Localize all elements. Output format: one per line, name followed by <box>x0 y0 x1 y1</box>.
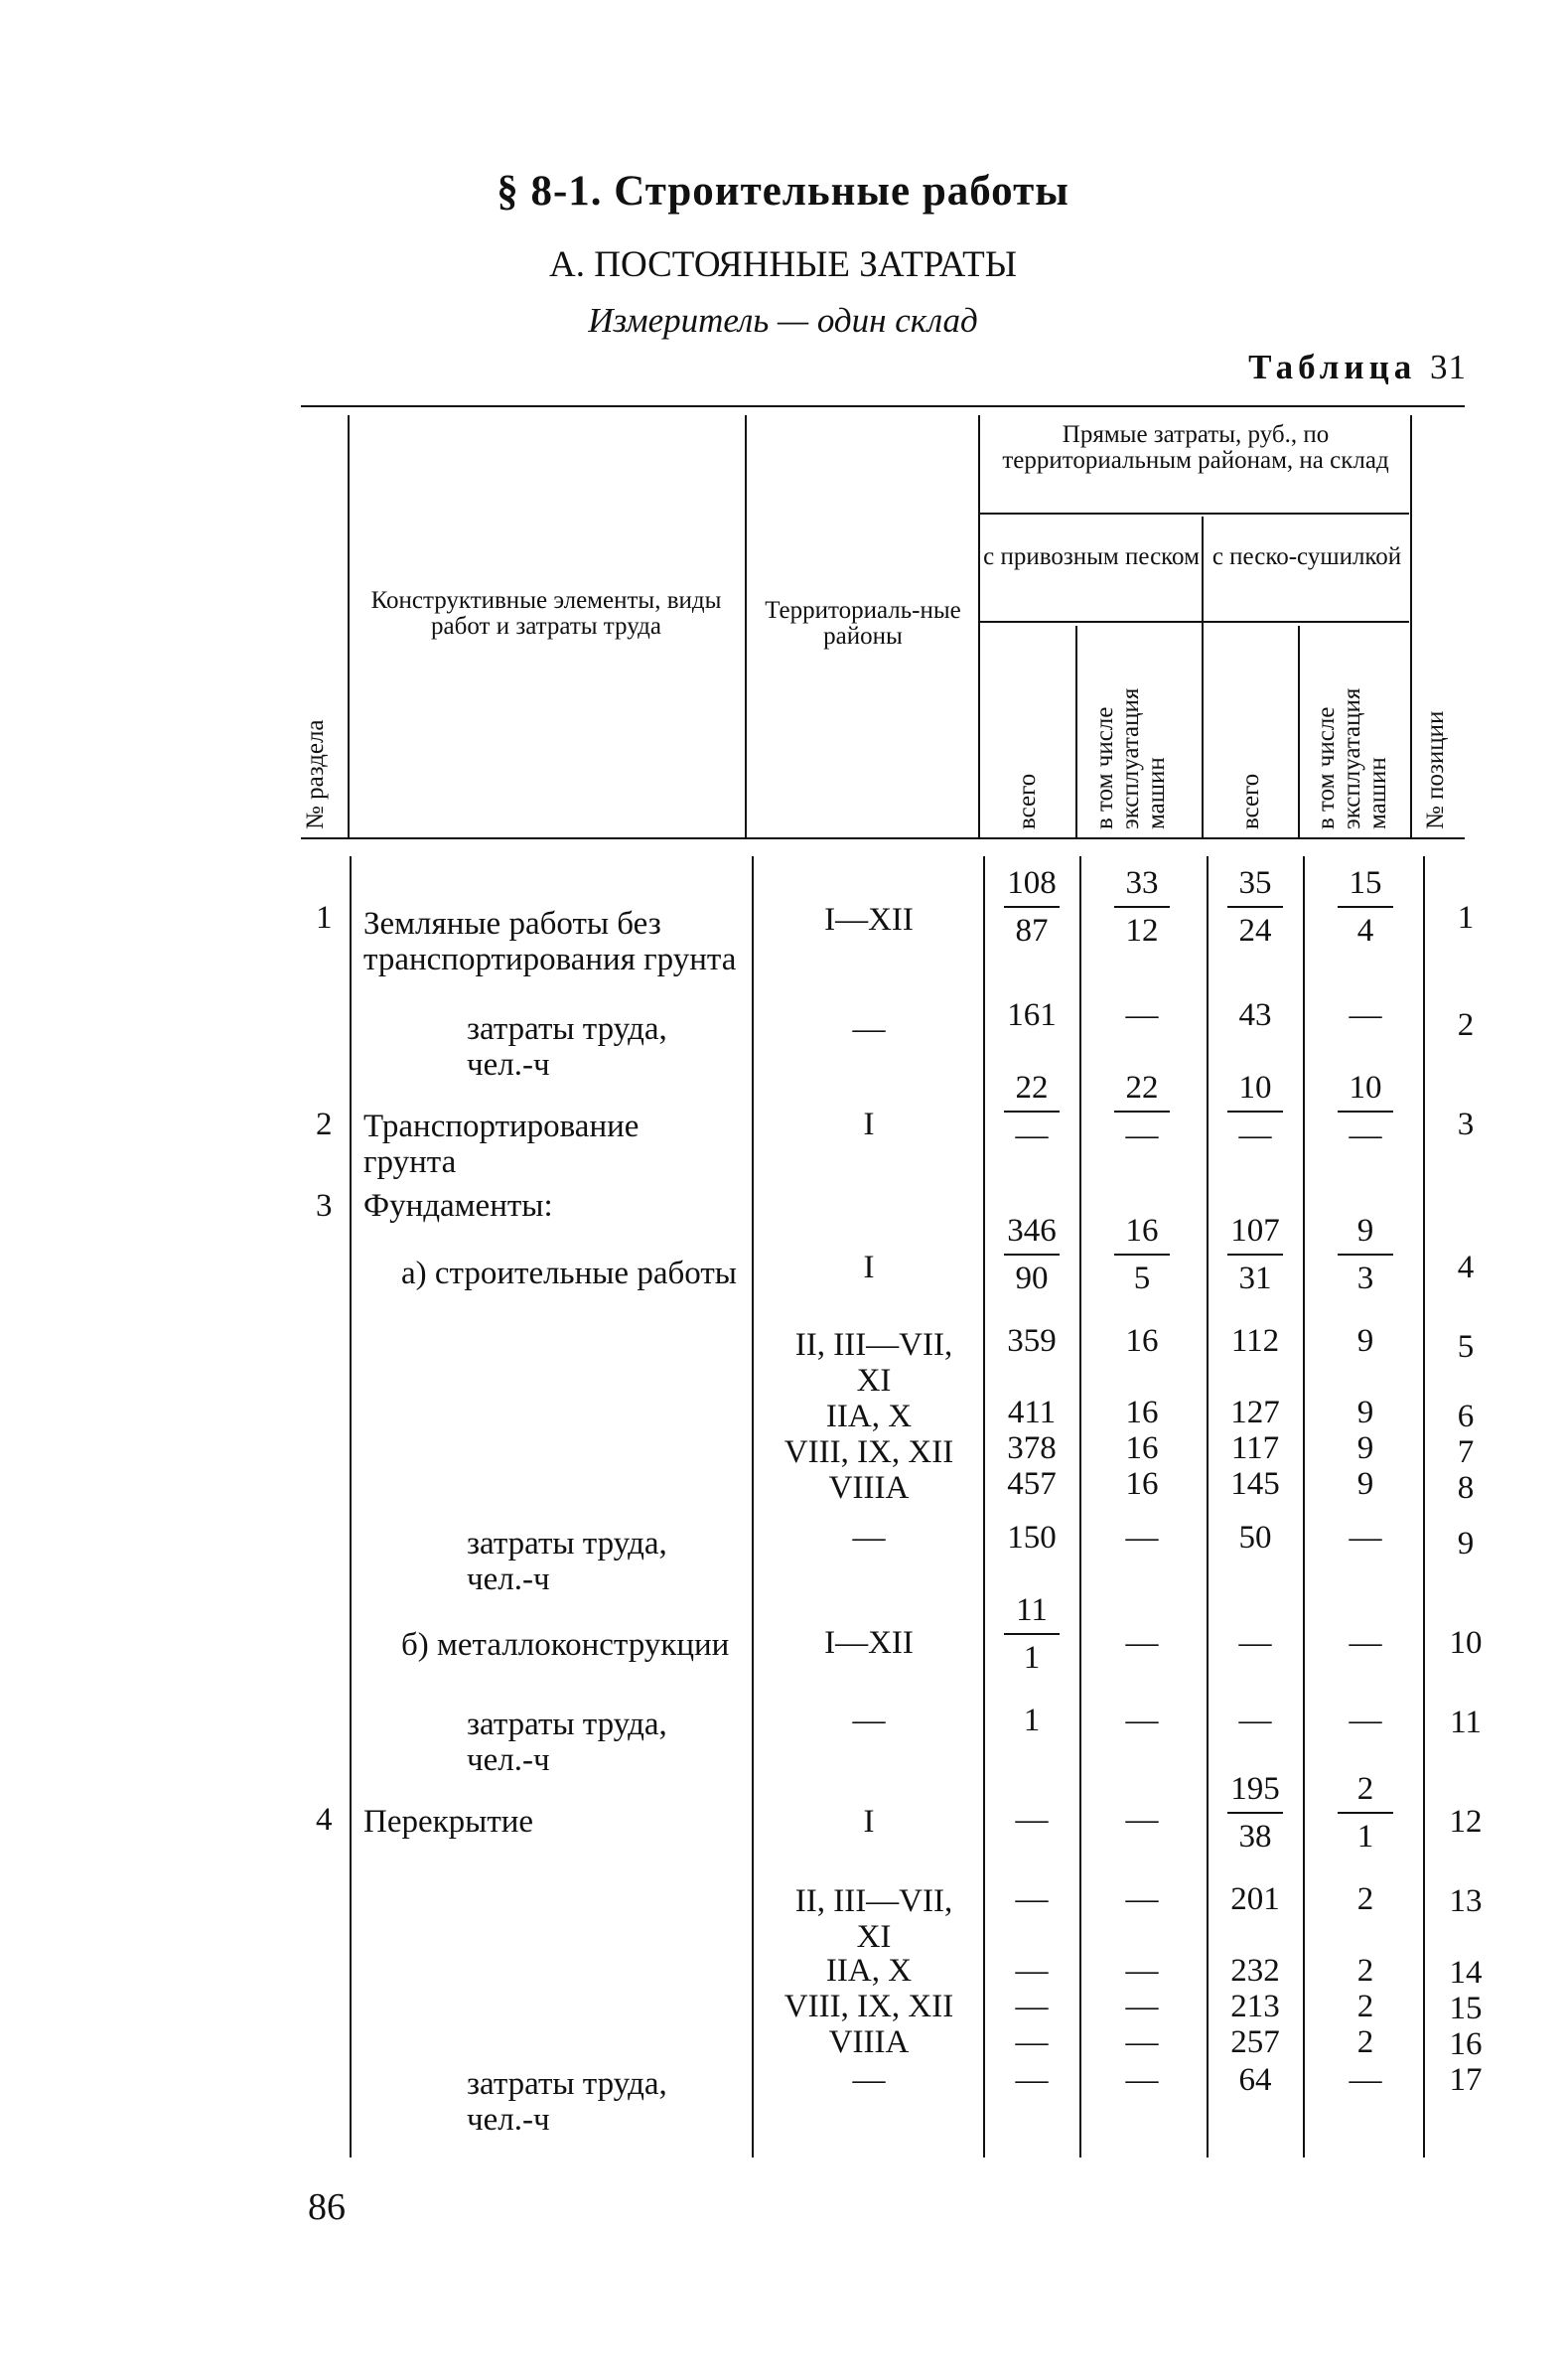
header-position-no: № позиции <box>1422 710 1449 829</box>
meter-caption: Измеритель — один склад <box>588 301 978 340</box>
header-divider <box>348 415 350 837</box>
cell-b-mach: 2 <box>1356 1881 1374 1917</box>
cell-b-mach: 9 <box>1356 1430 1374 1466</box>
header-bottom-rule <box>301 837 1465 839</box>
body-divider <box>1423 856 1425 2157</box>
numerator: 346 <box>1007 1213 1057 1249</box>
cell-a-mach: — <box>1125 1703 1159 1738</box>
row-region: — <box>852 2062 886 2098</box>
row-position: 14 <box>1449 1955 1483 1991</box>
fraction-a-mach <box>1092 1214 1192 1295</box>
row-position: 1 <box>1457 900 1475 936</box>
row-description: затраты труда, чел.-ч <box>467 1011 667 1083</box>
numerator: 22 <box>1015 1070 1049 1106</box>
numerator: 16 <box>1125 1213 1159 1249</box>
cell-a-mach: 16 <box>1125 1395 1159 1430</box>
row-region: I—XII <box>824 902 914 938</box>
row-region: I <box>863 1250 875 1285</box>
cell-b-total: 145 <box>1230 1466 1280 1502</box>
row-position: 5 <box>1457 1329 1475 1365</box>
header-incl-machines-b: в том числе эксплуатация машин <box>1313 687 1391 829</box>
header-divider <box>745 415 747 837</box>
fraction-bar <box>1004 1111 1060 1113</box>
row-description: затраты труда, чел.-ч <box>467 1707 667 1778</box>
cell-a-total: — <box>1015 1881 1049 1917</box>
row-position: 17 <box>1449 2062 1483 2098</box>
fraction-b-total <box>1210 1772 1301 1854</box>
row-description: затраты труда, чел.-ч <box>467 2066 667 2138</box>
numerator: 33 <box>1125 865 1159 901</box>
denominator: 1 <box>1023 1640 1041 1676</box>
header-divider <box>1202 517 1204 837</box>
denominator: — <box>1349 1117 1382 1153</box>
body-divider <box>350 856 352 2157</box>
cell-a-total: — <box>1015 2062 1049 2098</box>
row-region: VIIIA <box>828 2024 910 2060</box>
row-position: 12 <box>1449 1804 1483 1840</box>
row-description: Транспортирование грунта <box>363 1109 640 1180</box>
row-region: II, III—VII, XI <box>794 1327 953 1399</box>
cell-a-total: 411 <box>1007 1395 1057 1430</box>
cell-a-total: 150 <box>1007 1520 1057 1556</box>
row-position: 8 <box>1457 1470 1475 1506</box>
cell-a-total: — <box>1015 1802 1049 1838</box>
cell-b-total: 232 <box>1230 1953 1280 1989</box>
cell-a-mach: 16 <box>1125 1323 1159 1359</box>
row-position: 4 <box>1457 1250 1475 1285</box>
row-position: 2 <box>1457 1007 1475 1043</box>
cell-b-mach: — <box>1349 1625 1382 1661</box>
fraction-a-mach <box>1092 1071 1192 1152</box>
fraction-bar <box>1338 1812 1393 1814</box>
fraction-bar <box>1004 1633 1060 1635</box>
fraction-bar <box>1227 1111 1283 1113</box>
cell-b-total: 112 <box>1230 1323 1280 1359</box>
body-divider <box>1079 856 1081 2157</box>
row-section: 4 <box>316 1802 333 1838</box>
denominator: 3 <box>1356 1261 1374 1296</box>
header-divider <box>1075 626 1077 837</box>
cell-a-mach: 16 <box>1125 1466 1159 1502</box>
numerator: 108 <box>1007 865 1057 901</box>
denominator: 87 <box>1015 913 1049 949</box>
cell-a-mach: — <box>1125 2062 1159 2098</box>
cell-a-total: — <box>1015 2024 1049 2060</box>
row-position: 7 <box>1457 1434 1475 1470</box>
cell-a-mach: — <box>1125 1953 1159 1989</box>
cell-b-mach: 9 <box>1356 1395 1374 1430</box>
header-imported-sand: с привозным песком <box>983 543 1200 570</box>
denominator: 12 <box>1125 913 1159 949</box>
row-section: 3 <box>316 1188 333 1224</box>
denominator: — <box>1238 1117 1272 1153</box>
fraction-a-mach <box>1092 866 1192 948</box>
cell-b-total: 127 <box>1230 1395 1280 1430</box>
row-region: II, III—VII, XI <box>794 1883 953 1955</box>
fraction-bar <box>1114 1111 1170 1113</box>
fraction-bar <box>1227 1254 1283 1256</box>
header-elements: Конструктивные элементы, виды работ и затраты труда <box>370 587 722 640</box>
cell-a-total: 359 <box>1007 1323 1057 1359</box>
denominator: 24 <box>1238 913 1272 949</box>
fraction-b-mach <box>1311 866 1420 948</box>
section-title: § 8-1. Строительные работы <box>497 168 1069 215</box>
row-position: 13 <box>1449 1883 1483 1919</box>
denominator: 5 <box>1133 1261 1151 1296</box>
body-divider <box>1303 856 1305 2157</box>
cell-a-mach: — <box>1125 1881 1159 1917</box>
cell-b-total: — <box>1238 1703 1272 1738</box>
body-divider <box>752 856 754 2157</box>
fraction-bar <box>1338 1254 1393 1256</box>
cell-a-mach: 16 <box>1125 1430 1159 1466</box>
cell-a-total: 378 <box>1007 1430 1057 1466</box>
cell-b-mach: — <box>1349 1520 1382 1556</box>
fraction-bar <box>1338 906 1393 908</box>
row-position: 15 <box>1449 1991 1483 2026</box>
header-regions: Территориаль-ные районы <box>765 597 961 650</box>
row-description: Фундаменты: <box>363 1188 553 1224</box>
header-divider <box>978 415 980 837</box>
row-region: IIA, X <box>825 1399 913 1434</box>
header-rule-groups <box>978 621 1409 623</box>
row-description: б) металлоконструкции <box>401 1627 730 1663</box>
cell-b-mach: 9 <box>1356 1323 1374 1359</box>
fraction-bar <box>1338 1111 1393 1113</box>
fraction-bar <box>1227 906 1283 908</box>
fraction-bar <box>1227 1812 1283 1814</box>
cell-b-mach: 2 <box>1356 1953 1374 1989</box>
fraction-bar <box>1114 906 1170 908</box>
row-region: I—XII <box>824 1625 914 1661</box>
fraction-bar <box>1114 1254 1170 1256</box>
denominator: 1 <box>1356 1819 1374 1855</box>
cell-b-mach: 9 <box>1356 1466 1374 1502</box>
fraction-a-total <box>985 866 1078 948</box>
numerator: 195 <box>1230 1771 1280 1807</box>
cell-b-mach: — <box>1349 1703 1382 1738</box>
fraction-b-total <box>1210 866 1301 948</box>
denominator: — <box>1015 1117 1049 1153</box>
cell-a-mach: — <box>1125 1625 1159 1661</box>
denominator: 4 <box>1356 913 1374 949</box>
numerator: 15 <box>1349 865 1382 901</box>
table-label <box>1248 348 1467 387</box>
table-word: Таблица <box>1248 348 1417 386</box>
row-position: 16 <box>1449 2026 1483 2062</box>
fraction-b-total <box>1210 1214 1301 1295</box>
cell-a-mach: — <box>1125 1989 1159 2024</box>
cell-a-mach: — <box>1125 1802 1159 1838</box>
cell-b-mach: 2 <box>1356 2024 1374 2060</box>
row-region: VIII, IX, XII <box>783 1989 954 2024</box>
cell-a-total: — <box>1015 1953 1049 1989</box>
row-section: 2 <box>316 1107 333 1142</box>
cell-b-mach: 2 <box>1356 1989 1374 2024</box>
fraction-b-mach <box>1311 1214 1420 1295</box>
row-region: I <box>863 1107 875 1142</box>
cell-b-total: 201 <box>1230 1881 1280 1917</box>
body-divider <box>1207 856 1209 2157</box>
row-position: 9 <box>1457 1526 1475 1562</box>
fraction-a-total <box>985 1071 1078 1152</box>
row-description: Земляные работы без транспортирования грунта <box>363 906 737 977</box>
row-description: затраты труда, чел.-ч <box>467 1526 667 1597</box>
cell-a-mach: — <box>1125 2024 1159 2060</box>
fraction-b-total <box>1210 1071 1301 1152</box>
fraction-bar <box>1004 1254 1060 1256</box>
row-region: I <box>863 1804 875 1840</box>
row-description: а) строительные работы <box>401 1256 737 1291</box>
header-total-a: всего <box>1014 773 1041 829</box>
header-sand-dryer: с песко-сушилкой <box>1211 543 1402 570</box>
denominator: 31 <box>1238 1261 1272 1296</box>
cell-b-total: 117 <box>1230 1430 1280 1466</box>
cell-a-mach: — <box>1125 997 1159 1033</box>
row-region: IIA, X <box>825 1953 913 1989</box>
row-region: — <box>852 1011 886 1047</box>
cell-b-total: 64 <box>1238 2062 1272 2098</box>
cell-b-mach: — <box>1349 997 1382 1033</box>
row-region: — <box>852 1703 886 1738</box>
cell-a-mach: — <box>1125 1520 1159 1556</box>
row-position: 11 <box>1450 1705 1482 1740</box>
cell-b-total: 257 <box>1230 2024 1280 2060</box>
fraction-a-total <box>985 1214 1078 1295</box>
header-divider <box>1410 415 1412 837</box>
numerator: 35 <box>1238 865 1272 901</box>
row-position: 3 <box>1457 1107 1475 1142</box>
header-section-no: № раздела <box>302 719 329 829</box>
row-region: — <box>852 1520 886 1556</box>
cell-b-mach: — <box>1349 2062 1382 2098</box>
cell-a-total: — <box>1015 1989 1049 2024</box>
cell-b-total: 213 <box>1230 1989 1280 2024</box>
cell-b-total: — <box>1238 1625 1272 1661</box>
numerator: 107 <box>1230 1213 1280 1249</box>
fraction-b-mach <box>1311 1772 1420 1854</box>
numerator: 10 <box>1238 1070 1272 1106</box>
row-region: VIII, IX, XII <box>783 1434 954 1470</box>
cell-b-total: 43 <box>1238 997 1272 1033</box>
row-description: Перекрытие <box>363 1804 534 1840</box>
denominator: — <box>1125 1117 1159 1153</box>
cell-a-total: 1 <box>1023 1703 1041 1738</box>
cell-a-total: 457 <box>1007 1466 1057 1502</box>
table-top-rule <box>301 405 1465 407</box>
table-number: 31 <box>1430 348 1467 386</box>
row-region: VIIIA <box>828 1470 910 1506</box>
row-position: 6 <box>1457 1399 1475 1434</box>
denominator: 38 <box>1238 1819 1272 1855</box>
numerator: 10 <box>1349 1070 1382 1106</box>
header-rule-direct-costs <box>978 513 1409 515</box>
numerator: 11 <box>1016 1592 1048 1628</box>
row-section: 1 <box>316 900 333 936</box>
page-number: 86 <box>308 2186 346 2228</box>
cell-a-total: 161 <box>1007 997 1057 1033</box>
header-direct-costs: Прямые затраты, руб., по территориальным районам, на склад <box>1002 421 1389 474</box>
fraction-bar <box>1004 906 1060 908</box>
row-position: 10 <box>1449 1625 1483 1661</box>
numerator: 2 <box>1356 1771 1374 1807</box>
fraction-a-total <box>985 1593 1078 1675</box>
header-total-b: всего <box>1237 773 1264 829</box>
subtitle: А. ПОСТОЯННЫЕ ЗАТРАТЫ <box>549 244 1017 285</box>
denominator: 90 <box>1015 1261 1049 1296</box>
header-divider <box>1298 626 1300 837</box>
cell-b-total: 50 <box>1238 1520 1272 1556</box>
header-incl-machines-a: в том числе эксплуатация машин <box>1091 687 1170 829</box>
fraction-b-mach <box>1311 1071 1420 1152</box>
numerator: 9 <box>1356 1213 1374 1249</box>
numerator: 22 <box>1125 1070 1159 1106</box>
